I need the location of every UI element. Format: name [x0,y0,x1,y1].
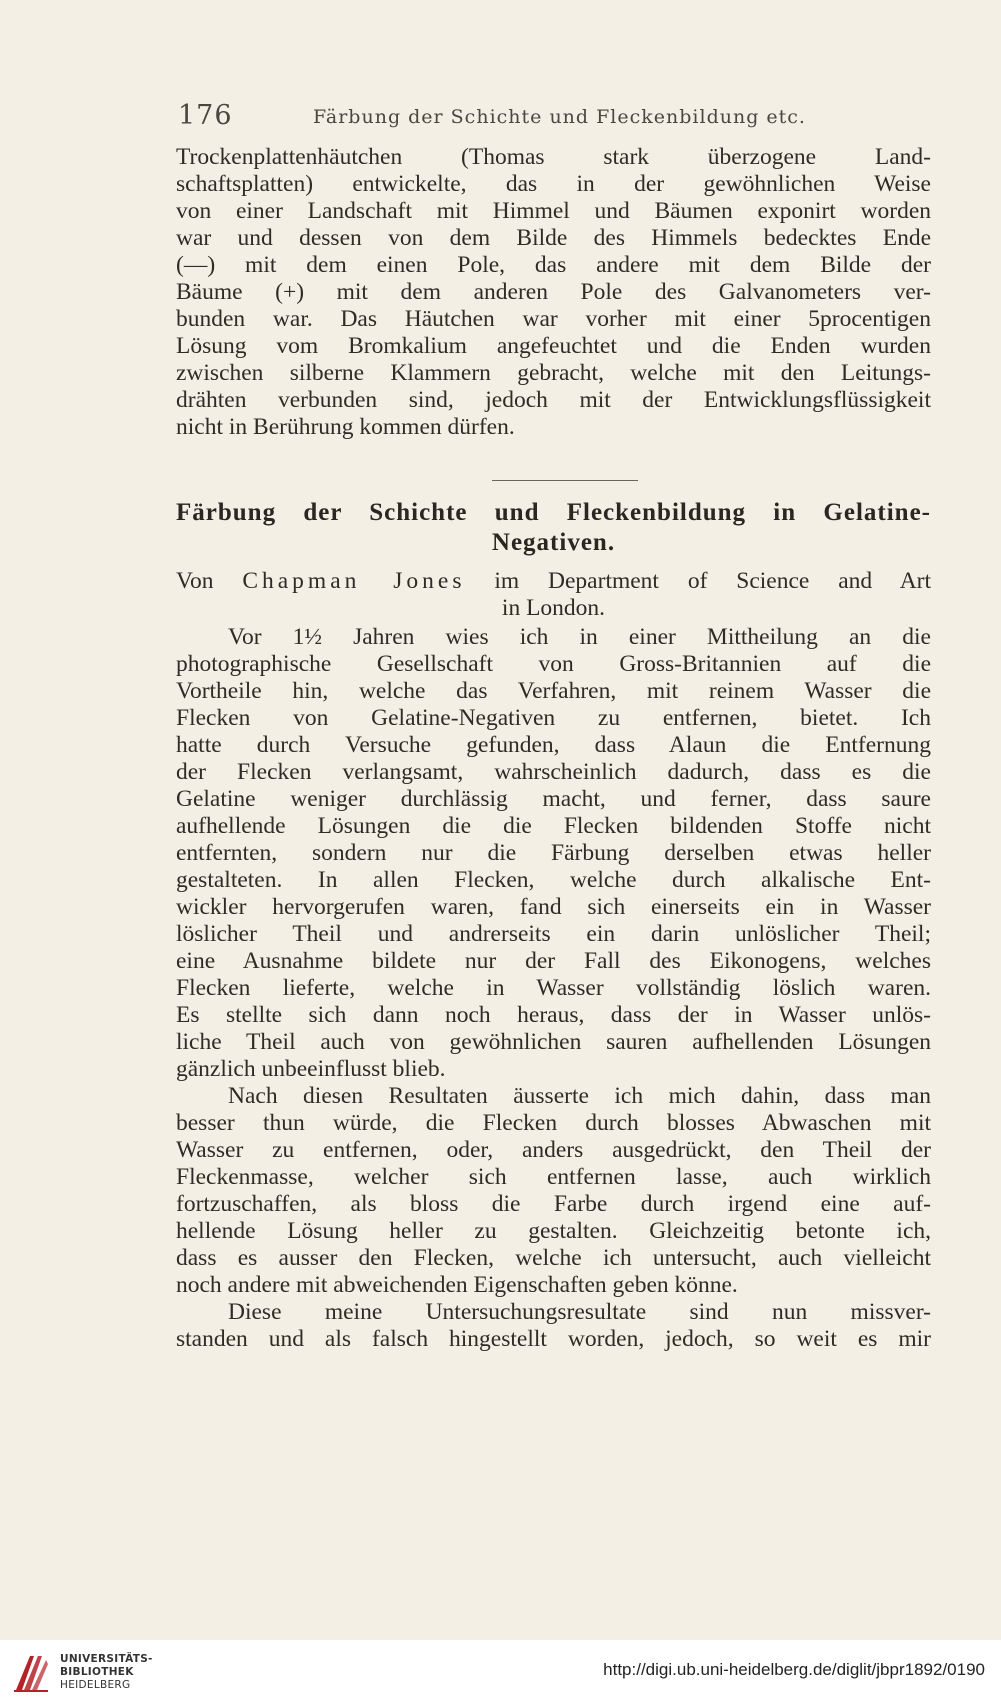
text-line: besser thun würde, die Flecken durch blosses Abwaschen mit [176,1110,931,1136]
byline [176,568,931,622]
permalink-url[interactable]: http://digi.ub.uni-heidelberg.de/diglit/jbpr1892/0190 [603,1660,985,1679]
page-header [178,100,938,136]
logo-line: UNIVERSITÄTS- [60,1653,153,1665]
page-number: 176 [178,100,233,131]
text-line: (—) mit dem einen Pole, das andere mit dem Bilde der [176,252,931,278]
text-line: hatte durch Versuche gefunden, dass Alaun die Entfernung [176,732,931,758]
text-line: dass es ausser den Flecken, welche ich untersucht, auch vielleicht [176,1245,931,1271]
text-line: Flecken lieferte, welche in Wasser vollständig löslich waren. [176,975,931,1001]
text-line: der Flecken verlangsamt, wahrscheinlich dadurch, dass es die [176,759,931,785]
text-line: entfernten, sondern nur die Färbung derselben etwas heller [176,840,931,866]
text-line: Bäume (+) mit dem anderen Pole des Galvanometers ver- [176,279,931,305]
author-name: Chapman Jones [242,568,466,594]
logo-line: HEIDELBERG [60,1679,131,1691]
running-head: Färbung der Schichte und Fleckenbildung etc. [313,106,806,128]
text-line: Vortheile hin, welche das Verfahren, mit reinem Wasser die [176,678,931,704]
section-title-line: Negativen. [491,529,616,556]
text-line: Lösung vom Bromkalium angefeuchtet und die Enden wurden [176,333,931,359]
section-divider [492,480,638,481]
text-line: nicht in Berührung kommen dürfen. [176,414,515,440]
text-line: löslicher Theil und andrerseits ein darin unlöslicher Theil; [176,921,931,947]
byline-line: in London. [501,595,606,621]
text-line: liche Theil auch von gewöhnlichen sauren aufhellenden Lösungen [176,1029,931,1055]
text-line: Wasser zu entfernen, oder, anders ausgedrückt, den Theil der [176,1137,931,1163]
byline-line [176,568,931,595]
section-title-line: Färbung der Schichte und Fleckenbildung in Gelatine- [176,499,931,526]
text-line: gestalteten. In allen Flecken, welche durch alkalische Ent- [176,867,931,893]
text-line: bunden war. Das Häutchen war vorher mit einer 5procentigen [176,306,931,332]
text-line: eine Ausnahme bildete nur der Fall des Eikonogens, welches [176,948,931,974]
intro-paragraph [176,144,931,441]
byline-prefix: Von [176,568,214,594]
text-line: Trockenplattenhäutchen (Thomas stark überzogene Land- [176,144,931,170]
text-line: hellende Lösung heller zu gestalten. Gleichzeitig betonte ich, [176,1218,931,1244]
text-line: Nach diesen Resultaten äusserte ich mich dahin, dass man [228,1083,931,1109]
text-line: wickler hervorgerufen waren, fand sich einerseits ein in Wasser [176,894,931,920]
text-line: Es stellte sich dann noch heraus, dass der in Wasser unlös- [176,1002,931,1028]
text-line: schaftsplatten) entwickelte, das in der gewöhnlichen Weise [176,171,931,197]
paragraph-1 [176,624,931,1083]
text-line: Fleckenmasse, welcher sich entfernen lasse, auch wirklich [176,1164,931,1190]
text-line: Vor 1½ Jahren wies ich in einer Mittheilung an die [228,624,931,650]
section-title [176,498,931,558]
paragraph-3 [176,1299,931,1353]
text-line: gänzlich unbeeinflusst blieb. [176,1056,446,1082]
text-line: war und dessen von dem Bilde des Himmels bedecktes Ende [176,225,931,251]
paragraph-2 [176,1083,931,1299]
footer-bar [0,1640,1001,1703]
text-line: zwischen silberne Klammern gebracht, welche mit den Leitungs- [176,360,931,386]
text-line: standen und als falsch hingestellt worden, jedoch, so weit es mir [176,1326,931,1352]
logo-line: BIBLIOTHEK [60,1666,134,1678]
text-line: Gelatine weniger durchlässig macht, und ferner, dass saure [176,786,931,812]
library-logo-icon[interactable] [10,1650,52,1694]
text-line: Diese meine Untersuchungsresultate sind nun missver- [228,1299,931,1325]
text-line: von einer Landschaft mit Himmel und Bäumen exponirt worden [176,198,931,224]
library-logo-text [60,1653,153,1692]
text-line: photographische Gesellschaft von Gross-Britannien auf die [176,651,931,677]
text-line: fortzuschaffen, als bloss die Farbe durch irgend eine auf- [176,1191,931,1217]
text-line: Flecken von Gelatine-Negativen zu entfernen, bietet. Ich [176,705,931,731]
text-line: aufhellende Lösungen die die Flecken bildenden Stoffe nicht [176,813,931,839]
text-line: noch andere mit abweichenden Eigenschaften geben könne. [176,1272,738,1298]
byline-affiliation: im Department of Science and Art [494,568,932,594]
text-line: drähten verbunden sind, jedoch mit der Entwicklungsflüssigkeit [176,387,931,413]
